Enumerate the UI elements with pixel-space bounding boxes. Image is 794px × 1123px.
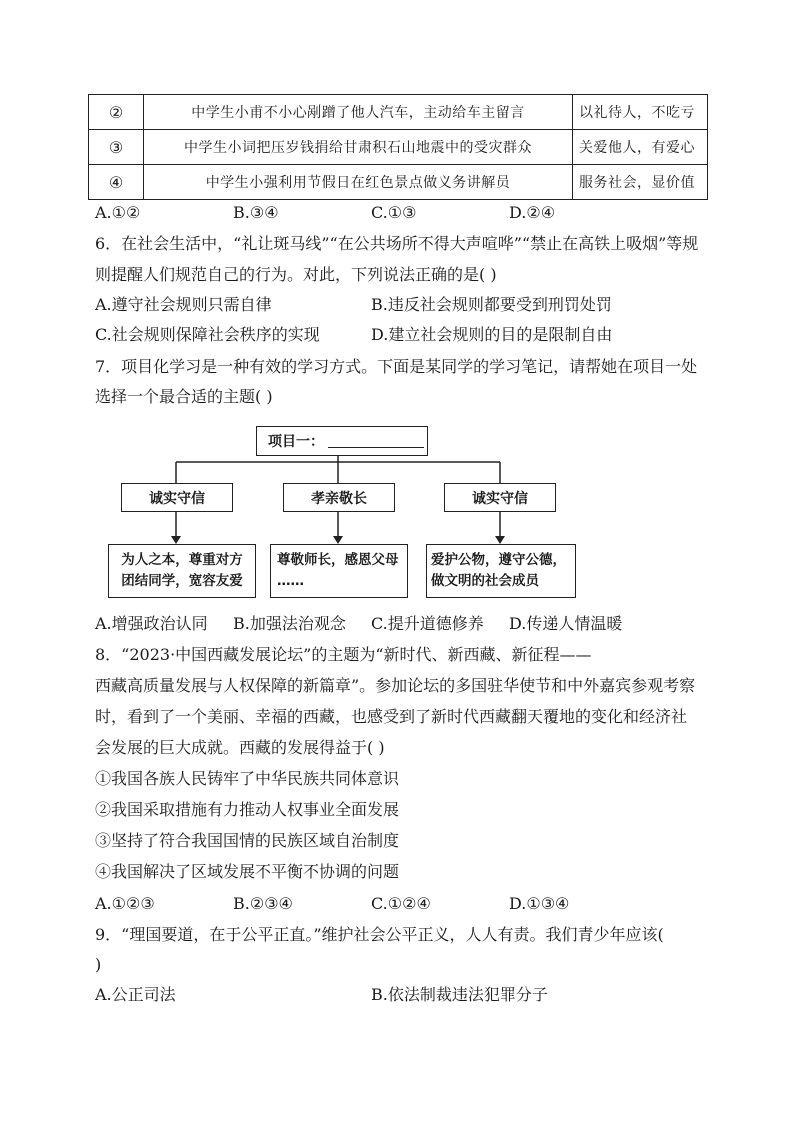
bottom-box-2-line2: …… [277,573,304,589]
q8-statement-1: ①我国各族人民铸牢了中华民族共同体意识 [95,769,400,788]
q9-stem-line1: 9．“理国要道，在于公平正直。”维护社会公平正义，人人有责。我们青少年应该( [95,925,664,944]
mid-box-1: 诚实守信 [121,483,233,512]
q7-option-d[interactable]: D.传递人情温暖 [509,614,623,633]
q9-stem-line2: ) [95,955,102,974]
q6-option-d[interactable]: D.建立社会规则的目的是限制自由 [371,325,613,344]
table-cell-num: ④ [89,165,144,200]
q5-option-a[interactable]: A.①② [95,203,141,222]
q6-option-c[interactable]: C.社会规则保障社会秩序的实现 [95,325,320,344]
table-row [89,95,708,130]
table-cell-action: 中学生小强利用节假日在红色景点做义务讲解员 [144,165,573,200]
q6-stem-line2: 则提醒人们规范自己的行为。对此，下列说法正确的是( ) [95,265,497,284]
q8-option-c[interactable]: C.①②④ [371,894,431,913]
bottom-box-3-line1: 爱护公物，遵守公德， [431,552,566,568]
bottom-box-3 [426,544,576,598]
q6-option-b[interactable]: B.违反社会规则都要受到刑罚处罚 [371,295,612,314]
q5-option-d[interactable]: D.②④ [509,203,556,222]
q7-stem-line2: 选择一个最合适的主题( ) [95,387,273,406]
table-cell-value: 服务社会，显价值 [573,165,708,200]
project-diagram [104,424,584,610]
q5-option-b[interactable]: B.③④ [233,203,279,222]
project-title-box [256,426,428,456]
bottom-box-1-line2: 团结同学，宽容友爱 [121,573,243,589]
bottom-box-1-line1: 为人之本，尊重对方 [121,552,243,568]
table-cell-num: ③ [89,130,144,165]
bottom-box-3-line2: 做文明的社会成员 [431,573,539,589]
table-row [89,165,708,200]
table-cell-value: 关爱他人，有爱心 [573,130,708,165]
q9-option-a[interactable]: A.公正司法 [95,985,176,1004]
q8-stem-line1: 8．“2023·中国西藏发展论坛”的主题为“新时代、新西藏、新征程—— [95,645,592,664]
table-cell-num: ② [89,95,144,130]
q6-option-a[interactable]: A.遵守社会规则只需自律 [95,295,272,314]
bottom-box-2-line1: 尊敬师长，感恩父母 [277,552,399,568]
bottom-box-2 [270,544,408,598]
q6-stem-line1: 6．在社会生活中，“礼让斑马线”“在公共场所不得大声喧哗”“禁止在高铁上吸烟”等规 [95,234,699,253]
q8-option-d[interactable]: D.①③④ [509,894,570,913]
q7-stem-line1: 7．项目化学习是一种有效的学习方式。下面是某同学的学习笔记，请帮她在项目一处 [95,357,698,376]
table-cell-action: 中学生小甫不小心剐蹭了他人汽车，主动给车主留言 [144,95,573,130]
mid-box-3: 诚实守信 [444,483,556,512]
table-row [89,130,708,165]
q8-stem-line2: 西藏高质量发展与人权保障的新篇章”。参加论坛的多国驻华使节和中外嘉宾参观考察 [95,676,696,695]
q7-option-c[interactable]: C.提升道德修养 [371,614,484,633]
q8-stem-line3: 时，看到了一个美丽、幸福的西藏，也感受到了新时代西藏翻天覆地的变化和经济社 [95,707,688,726]
project-title-blank[interactable] [328,435,424,448]
table-cell-value: 以礼待人，不吃亏 [573,95,708,130]
q8-option-b[interactable]: B.②③④ [233,894,293,913]
q8-statement-3: ③坚持了符合我国国情的民族区域自治制度 [95,831,400,850]
q8-statement-4: ④我国解决了区域发展不平衡不协调的问题 [95,862,400,881]
project-title-label: 项目一： [268,434,324,450]
q8-stem-line4: 会发展的巨大成就。西藏的发展得益于( ) [95,738,385,757]
table-cell-action: 中学生小词把压岁钱捐给甘肃积石山地震中的受灾群众 [144,130,573,165]
q9-option-b[interactable]: B.依法制裁违法犯罪分子 [371,985,548,1004]
q7-option-a[interactable]: A.增强政治认同 [95,614,208,633]
scenario-table [88,94,708,200]
q8-option-a[interactable]: A.①②③ [95,894,155,913]
mid-box-2: 孝亲敬长 [283,483,395,512]
q7-option-b[interactable]: B.加强法治观念 [233,614,346,633]
bottom-box-1 [108,544,256,598]
q5-option-c[interactable]: C.①③ [371,203,417,222]
q8-statement-2: ②我国采取措施有力推动人权事业全面发展 [95,800,400,819]
